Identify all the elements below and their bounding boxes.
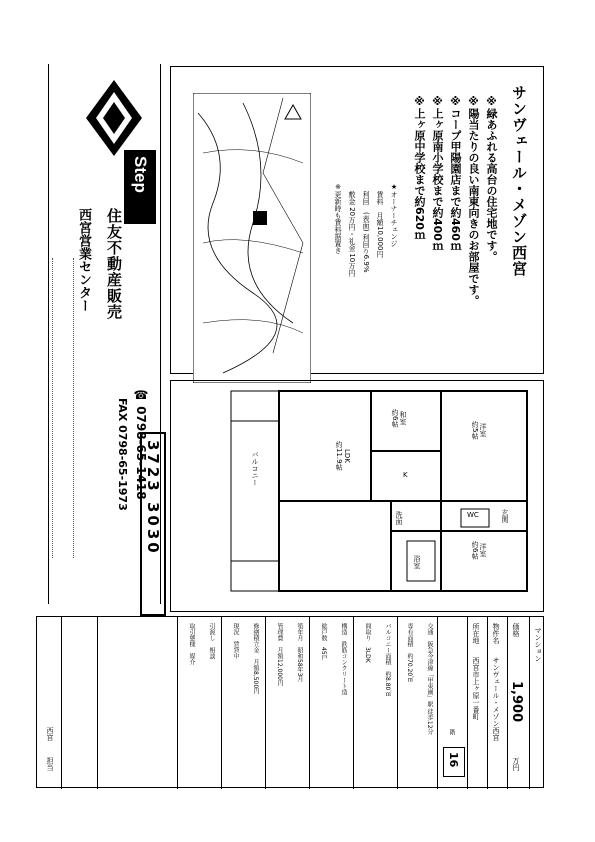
step-logo [124, 150, 156, 224]
room-japanese: 和室 約6帖 [391, 409, 407, 428]
spec-row-9: 修繕積立金 月額8,500円 [252, 623, 259, 695]
step-logo-text: Step [131, 156, 150, 193]
doc-code-text: 3723 3030 [144, 440, 162, 556]
note-3: 利回 (表面) 利回り6.9% [362, 191, 370, 273]
note-4: 敷金 20万円・礼金 10万円 [348, 191, 356, 277]
point-1: ※緑あふれる高台の住宅地です。 [485, 95, 498, 262]
spec-row-1: 交通 阪急今津線「甲東園」駅 徒歩12分 [426, 623, 433, 735]
footer-right: 担当 [46, 757, 54, 771]
table-rule [265, 617, 266, 789]
table-heading: マンション [534, 627, 542, 662]
name-label: 物件名 [492, 623, 500, 644]
notes-box [331, 179, 403, 349]
room-toilet: WC [467, 511, 479, 519]
room-kitchen: K [403, 471, 408, 479]
note-2: 賃料 月額10,000円 [376, 191, 384, 258]
table-rule [437, 617, 438, 789]
note-5: ※更新時も賃料据置き [334, 183, 342, 254]
room-wash: 洗面 [395, 511, 403, 525]
point-4: ※上ヶ原南小学校まで約400ｍ [431, 95, 444, 252]
spec-row-5: 構造 鉄筋コンクリート造 [340, 623, 347, 695]
table-rule [467, 617, 468, 789]
floor-box [443, 747, 465, 777]
room-entrance: 玄関 [501, 509, 509, 523]
spec-row-3: バルコニー面積 約8.80㎡ [384, 623, 391, 697]
price-label: 価格 [512, 623, 520, 637]
room-ldk: LDK 約11.9帖 [335, 441, 351, 471]
table-rule [221, 617, 222, 789]
room-balcony: バルコニー [251, 451, 259, 486]
floorplan-panel [170, 380, 544, 612]
table-rule [397, 617, 398, 789]
table-rule [61, 617, 62, 789]
location-panel [170, 66, 544, 374]
point-2: ※陽当たりの良い南東向きのお部屋です。 [467, 95, 480, 306]
note-1: ★オーナーチェンジ [390, 183, 398, 247]
address-label: 所在地 [472, 623, 480, 644]
room-western2: 洋室 約6帖 [471, 541, 487, 560]
spec-row-7: 築年月 昭和58年3月 [296, 623, 303, 683]
name-value: サンヴェール・メゾン西宮 [492, 657, 500, 741]
license-text [52, 258, 74, 558]
footer-left: 西宮 [46, 727, 54, 741]
table-rule [507, 617, 508, 789]
table-rule [97, 617, 98, 789]
floorplan-drawing [171, 381, 543, 611]
agent-fax: FAX 0798-65-1973 [116, 398, 129, 511]
spec-row-2: 専有面積 約70.20㎡ [406, 623, 413, 683]
address-value: 西宮市上ヶ原一番町 [472, 657, 480, 720]
price-unit: 万円 [512, 757, 520, 771]
company-logo [84, 78, 144, 158]
spec-row-11: 引渡し 相談 [208, 623, 215, 659]
point-3: ※コープ甲陽園店まで約460ｍ [449, 95, 462, 252]
spec-row-4: 間取り 3LDK [364, 623, 371, 663]
spec-row-8: 管理費 月額12,000円 [276, 623, 283, 686]
strip-rule [48, 64, 49, 604]
spec-table [36, 616, 544, 788]
spec-row-12: 取引態様 媒介 [188, 623, 195, 665]
company-name: 住友不動産販売 [105, 208, 123, 320]
room-western1: 洋室 約5帖 [471, 421, 487, 440]
floor-value: 16 [447, 752, 460, 768]
floor-label: 階 [448, 729, 455, 735]
price-value: 1,900 [509, 681, 524, 723]
spec-row-10: 現況 賃貸中 [232, 623, 239, 659]
doc-code [140, 432, 166, 616]
point-5: ※上ヶ原中学校まで約620ｍ [413, 95, 426, 241]
table-rule [177, 617, 178, 789]
agent-tel: ☎ 0798-65-1418 [134, 388, 148, 500]
table-rule [353, 617, 354, 789]
branch-name: 西宮営業センター [76, 208, 91, 312]
room-bath: 浴室 [413, 555, 421, 569]
location-map [193, 93, 311, 383]
table-rule [309, 617, 310, 789]
property-title: サンヴェール・メゾン西宮 [510, 85, 528, 277]
spec-row-6: 総戸数 45戸 [320, 623, 327, 661]
table-rule [487, 617, 488, 789]
table-rule [529, 617, 530, 789]
